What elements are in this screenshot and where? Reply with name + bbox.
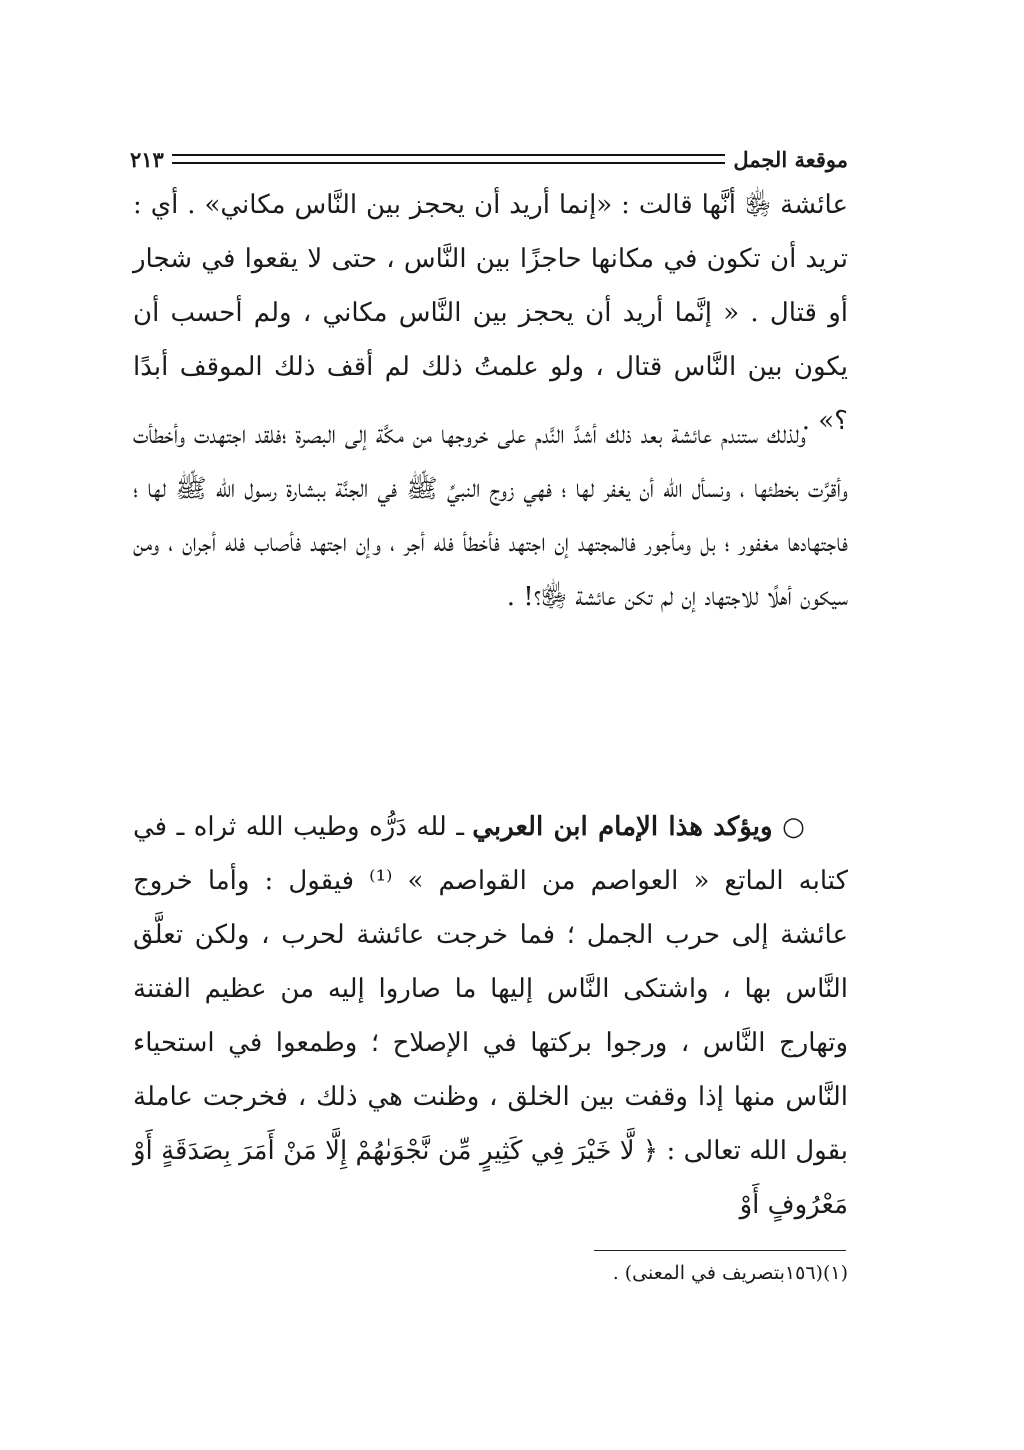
header-rule — [172, 154, 725, 164]
footnote: (١)(١٥٦بتصريف في المعنى) . — [612, 1262, 848, 1284]
footnote-rule — [594, 1250, 846, 1251]
bullet-circle-icon: ○ — [782, 812, 807, 842]
running-title: موقعة الجمل — [733, 146, 848, 172]
paragraph-3-text — [133, 800, 848, 1232]
paragraph-3-body: ـ لله دَرُّه وطيب الله ثراه ـ في كتابه الماتع « العواصم من القواصم » ⁽¹⁾ فيقول : وأما خروج عائشة إلى حرب الجمل ؛ فما خرجت عائشة لحرب ، ولكن تعلَّق النَّاس بها ، واشتكى النَّاس إليها ما صاروا إليه من عظيم الفتنة وتهارج النَّاس ، ورجوا بركتها في الإصلاح ؛ وطمعوا في استحياء النَّاس منها إذا وقفت بين الخلق ، وظنت هي ذلك ، فخرجت عاملة بقول الله تعالى : — [133, 812, 848, 1166]
paragraph-3 — [133, 800, 848, 1232]
page-header — [130, 142, 848, 176]
paragraph-3-lead: ويؤكد هذا الإمام ابن العربي — [472, 812, 773, 842]
paragraph-2-text: ولذلك ستندم عائشة بعد ذلك أشدَّ النَّدم على خروجها من مكَّة إلى البصرة ؛فلقد اجتهدت وأخطأت وأقرَّت بخطئها ، ونسأل الله أن يغفر لها ؛ فهي زوج النبيِّ ﷺ في الجنَّة ببشارة رسول الله ﷺ لها ؛ فاجتهادها مغفور ؛ بل ومأجور فالمجتهد إن اجتهد فأخطأ فله أجر ، وإن اجتهد فأصاب فله أجران ، ومن سيكون أهلًا للاجتهاد إن لم تكن عائشة ﵂؟! . — [133, 420, 848, 612]
paragraph-1-text: عائشة ﵂ أنَّها قالت : «إنما أريد أن يحجز بين النَّاس مكاني» . أي : تريد أن تكون في مكانها حاجزًا بين النَّاس ، حتى لا يقعوا في شجار أو قتال . « إنَّما أريد أن يحجز بين النَّاس مكاني ، ولم أحسب أن يكون بين النَّاس قتال ، ولو علمتُ ذلك لم أقف ذلك الموقف أبدًا ؟» . — [133, 190, 848, 436]
quran-verse: ﴿ لَّا خَيْرَ فِي كَثِيرٍ مِّن نَّجْوَىٰهُمْ إِلَّا مَنْ أَمَرَ بِصَدَقَةٍ أَوْ مَعْرُوفٍ أَوْ — [133, 1136, 848, 1220]
paragraph-2 — [133, 408, 848, 624]
page-number: ٢١٣ — [130, 146, 164, 172]
